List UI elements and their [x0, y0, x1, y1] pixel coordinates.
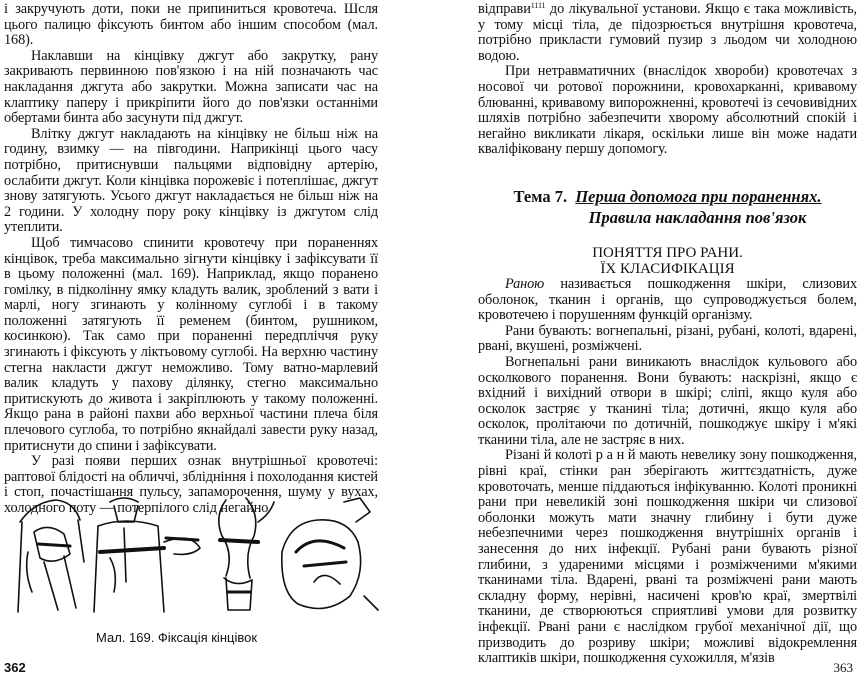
- section-title: [478, 245, 857, 277]
- paragraph-start: відправи: [478, 1, 531, 17]
- topic-heading: [478, 187, 857, 207]
- paragraph: Наклавши на кінцівку джгут або закрутку, рану закривають первинною пов'язкою і на ній позначають час накладання джгута або закрутки. Можна записати час на клаптику паперу і прикріпити його до пов'язки останніми обертами бинта або засунути під джгут.: [4, 47, 378, 127]
- paragraph: і закручують доти, поки не припиниться кровотеча. Шсля цього палицю фіксують бинтом або іншим способом (мал. 168).: [4, 1, 378, 49]
- defined-term: Раною: [505, 275, 545, 292]
- forearm-fixation-drawing: [94, 498, 200, 612]
- paragraph: У разі появи перших ознак внутрішньої кровотечі: раптової блідості на обличчі, зблідніння і похолодання кистей і стоп, почастішання пульсу, запаморочення, шуму у вухах, холодного поту — потерпілого слід негайно: [4, 453, 378, 516]
- topic-subtitle: Правила накладання пов'язок: [588, 207, 807, 227]
- arm-fixation-drawing: [18, 500, 84, 612]
- paragraph: Вогнепальні рани виникають внаслідок кульового або осколкового поранення. Вони бувають: наскрізні, якщо є вхідний і вихідний отвори в шкірі; сліпі, якщо куля або осколок застряє у тканині тіла; дотичні, якщо куля або осколок, пролітаючи по дотичній, пошкоджує шкіру і м'які тканини тіла, але не застряє в них.: [478, 353, 857, 448]
- page-number: 362: [4, 660, 26, 675]
- limb-fixation-illustration: [14, 492, 384, 624]
- topic-title: Перша допомога при пораненнях.: [575, 186, 822, 206]
- paragraph: Різані й колоті р а н й мають невелику зону пошкодження, рівні краї, стінки ран зберігають життєздатність, дуже кровоточать, менше піддаються інфікуванню. Колоті проникні рани при невеликій зоні пошкодження шкіри чи слизової оболонки можуть мати значну глибину і бути дуже небезпечними через пошкодження внутрішніх органів і занесення до них інфекції. Рубані рани бувають різної глибини, з удареними місцями і розміжченими м'якими тканинами тіла. Вдарені, рвані та розміжчені рани мають складну форму, нерівні, насичені кров'ю краї, змертвілі тканини, де створюються сприятливі умови для розвитку інфекції. Рвані рани є наслідком грубої механічної дії, що призводить до розриву шкіри; можливі відокремлення клаптиків шкіри, пошкодження сухожилля, м'язів: [478, 447, 857, 667]
- paragraph: Влітку джгут накладають на кінцівку не більш ніж на годину, взимку — на півгодини. Наприкінці цього часу потрібно, притиснувши пальцями відповідну артерію, ослабити джгут. Коли кінцівка порожевіє і потеплішає, джгут знову затягують. Усього джгут накладається не більш ніж на 2 години. У холодну пору року кінцівку із джгутом слід утеплити.: [4, 125, 378, 236]
- thigh-fixation-drawing: [282, 498, 378, 610]
- knee-fixation-drawing: [219, 498, 274, 610]
- figure-caption: Мал. 169. Фіксація кінцівок: [96, 630, 258, 645]
- section-title-line: ПОНЯТТЯ ПРО РАНИ.: [592, 244, 743, 261]
- paragraph-rest: до лікувальної установи. Якщо є така можливість, у тому місці тіла, де підозрюється внутрішня кровотеча, потрібно прикласти гумовий пузир з льодом чи холодною водою.: [478, 1, 857, 64]
- definition-text: називається пошкодження шкіри, слизових оболонок, тканин і органів, що супроводжується болем, кровотечею і порушенням функцій організму.: [478, 275, 857, 324]
- left-page: [0, 0, 429, 680]
- paragraph: Рани бувають: вогнепальні, різані, рубані, колоті, вдарені, рвані, вкушені, розміжчені.: [478, 322, 857, 355]
- definition-paragraph: [478, 277, 857, 324]
- right-page: [429, 0, 859, 680]
- left-text-column: [4, 2, 378, 517]
- page-number: 363: [833, 660, 853, 675]
- right-text-column: [478, 2, 857, 667]
- paragraph: Щоб тимчасово спинити кровотечу при пораненнях кінцівок, треба максимально зігнути кінцівку і зафіксувати її в цьому положенні (мал. 169). Наприклад, якщо поранено гомілку, в підколінну ямку кладуть валик, зроблений з вати і марлі, ногу згинають у колінному суглобі і в такому положенні затягують її ременем (бинтом, рушником, косинкою). Так само при пораненні передпліччя руку згинають і фіксують у ліктьовому суглобі. На верхню частину стегна накласти джгут неможливо. Тому ватно-марлевий валик кладуть у пахову ділянку, стегно максимально притискують до живота і закріплюють у такому положенні. Якщо рана в районі пахви або верхньої частини плеча біля плечового суглоба, то потрібно якнайдалі завести руку назад, притиснути до спини і зафіксувати.: [4, 234, 378, 454]
- paragraph: [478, 2, 857, 64]
- section-title-line: ЇХ КЛАСИФІКАЦІЯ: [600, 260, 735, 277]
- topic-label: Тема 7.: [513, 186, 568, 206]
- paragraph: При нетравматичних (внаслідок хвороби) кровотечах з носової чи ротової порожнини, кровохарканні, кривавому блюванні, кривавому випорожненні, кровотечі із сечовивідних шляхів потрібно забезпечити хворому абсолютний спокій і негайно викликати лікаря, оскільки лише він може надати кваліфіковану першу допомогу.: [478, 63, 857, 158]
- footnote-marker: 1111: [530, 1, 546, 10]
